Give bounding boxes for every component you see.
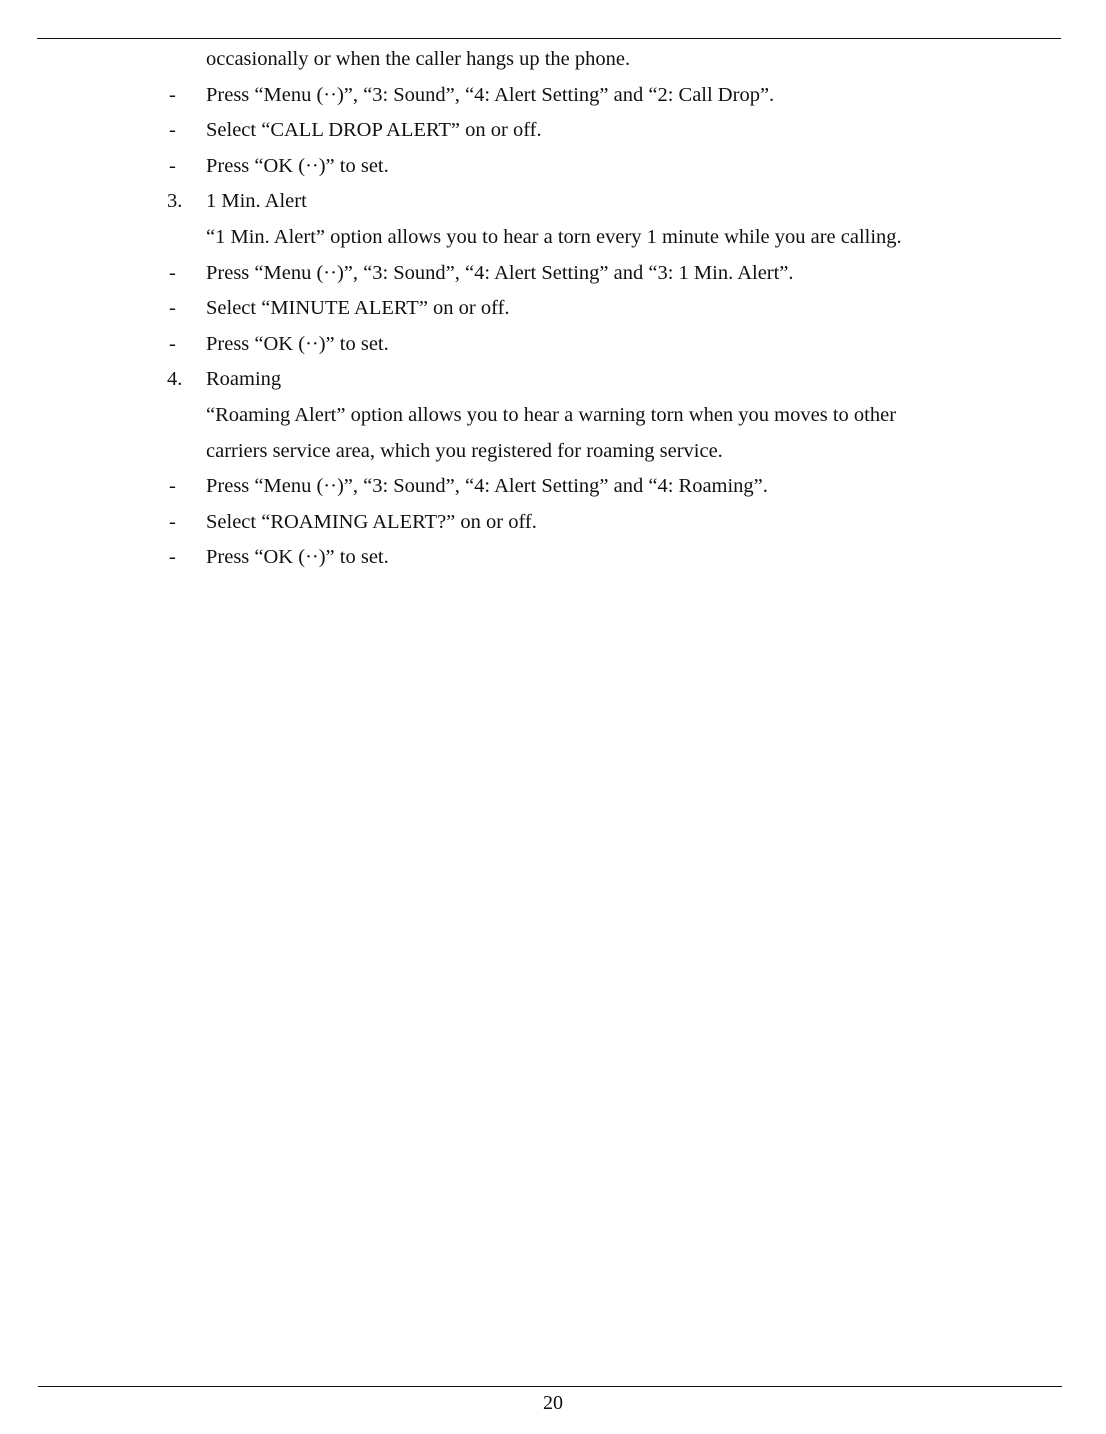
numbered-heading [0,184,1106,220]
list-marker: - [169,261,176,284]
list-marker: - [169,332,176,355]
line-text: Select “MINUTE ALERT” on or off. [206,297,510,320]
bullet-line [0,469,1106,505]
line-text: carriers service area, which you registered for roaming service. [206,439,723,462]
line-text: “1 Min. Alert” option allows you to hear a torn every 1 minute while you are calling. [206,225,902,248]
list-number: 4. [167,368,183,391]
list-marker: - [169,83,176,106]
bullet-line [0,113,1106,149]
line-text: Press “Menu (··)”, “3: Sound”, “4: Alert Setting” and “3: 1 Min. Alert”. [206,261,794,284]
text-line [0,398,1106,434]
list-marker: - [169,119,176,142]
bullet-line [0,78,1106,114]
page-number: 20 [543,1392,563,1414]
line-text: Select “CALL DROP ALERT” on or off. [206,119,542,142]
list-marker: - [169,510,176,533]
bullet-line [0,505,1106,541]
list-marker: - [169,297,176,320]
bullet-line [0,291,1106,327]
line-text: “Roaming Alert” option allows you to hear a warning torn when you moves to other [206,403,897,426]
bullet-line [0,540,1106,576]
line-text: Press “OK (··)” to set. [206,332,389,355]
document-body [0,42,1106,576]
line-text: Press “OK (··)” to set. [206,154,389,177]
text-line [0,220,1106,256]
list-marker: - [169,546,176,569]
line-text: occasionally or when the caller hangs up the phone. [206,48,631,70]
heading-text: 1 Min. Alert [206,190,307,213]
text-line [0,434,1106,470]
line-text: Select “ROAMING ALERT?” on or off. [206,510,537,533]
list-marker: - [169,154,176,177]
top-rule [37,38,1061,39]
numbered-heading [0,362,1106,398]
line-text: Press “Menu (··)”, “3: Sound”, “4: Alert Setting” and “4: Roaming”. [206,475,768,498]
bullet-line [0,256,1106,292]
list-number: 3. [167,190,183,213]
text-line [0,42,1106,78]
bottom-rule [38,1386,1062,1387]
heading-text: Roaming [206,368,282,391]
bullet-line [0,327,1106,363]
list-marker: - [169,475,176,498]
line-text: Press “OK (··)” to set. [206,546,389,569]
bullet-line [0,149,1106,185]
line-text: Press “Menu (··)”, “3: Sound”, “4: Alert Setting” and “2: Call Drop”. [206,83,775,106]
